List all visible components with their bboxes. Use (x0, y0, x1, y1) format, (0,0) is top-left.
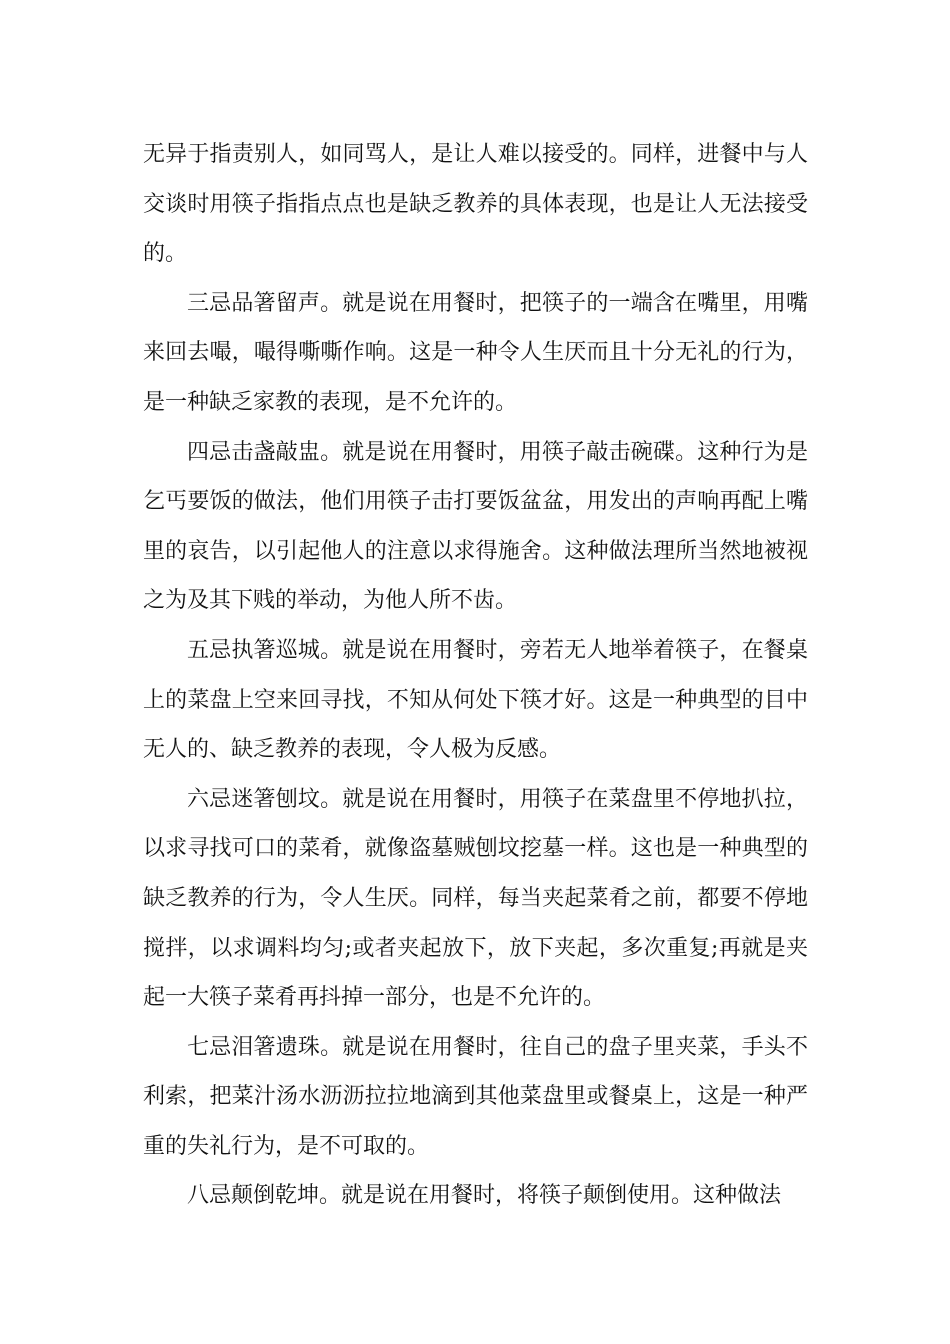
paragraph-2: 三忌品箸留声。就是说在用餐时，把筷子的一端含在嘴里，用嘴来回去嘬，嘬得嘶嘶作响。这是一种令人生厌而且十分无礼的行为，是一种缺乏家教的表现，是不允许的。 (143, 290, 808, 415)
document-body (143, 130, 808, 1221)
paragraph-1: 无异于指责别人，如同骂人，是让人难以接受的。同样，进餐中与人交谈时用筷子指指点点也是缺乏教养的具体表现，也是让人无法接受的。 (143, 142, 808, 267)
paragraph-6: 七忌泪箸遗珠。就是说在用餐时，往自己的盘子里夹菜，手头不利索，把菜汁汤水沥沥拉拉地滴到其他菜盘里或餐桌上，这是一种严重的失礼行为，是不可取的。 (143, 1034, 808, 1159)
paragraph-7: 八忌颠倒乾坤。就是说在用餐时，将筷子颠倒使用。这种做法 (187, 1183, 782, 1209)
paragraph-3: 四忌击盏敲盅。就是说在用餐时，用筷子敲击碗碟。这种行为是乞丐要饭的做法，他们用筷子击打要饭盆盆，用发出的声响再配上嘴里的哀告，以引起他人的注意以求得施舍。这种做法理所当然地被视之为及其下贱的举动，为他人所不齿。 (143, 439, 808, 614)
paragraph-4: 五忌执箸巡城。就是说在用餐时，旁若无人地举着筷子，在餐桌上的菜盘上空来回寻找，不知从何处下筷才好。这是一种典型的目中无人的、缺乏教养的表现，令人极为反感。 (143, 637, 808, 763)
paragraph-5: 六忌迷箸刨坟。就是说在用餐时，用筷子在菜盘里不停地扒拉，以求寻找可口的菜肴，就像盗墓贼刨坟挖墓一样。这也是一种典型的缺乏教养的行为，令人生厌。同样，每当夹起菜肴之前，都要不停地搅拌，以求调料均匀;或者夹起放下，放下夹起，多次重复;再就是夹起一大筷子菜肴再抖掉一部分，也是不允许的。 (143, 786, 808, 1011)
